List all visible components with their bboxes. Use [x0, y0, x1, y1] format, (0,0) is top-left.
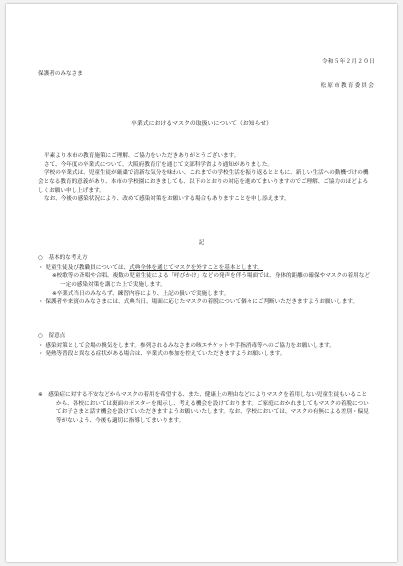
document-page	[6, 4, 397, 562]
document-title: 卒業式におけるマスクの取扱いについて（お知らせ）	[130, 121, 273, 127]
bullet-item: ・ 保護者や来賓のみなさまには、式典当日、場面に応じたマスクの着脱について個々にご判断いただきますようお願いします。	[38, 299, 359, 306]
ki-marker: 記	[198, 240, 205, 246]
issuer: 松原市教育委員会	[320, 83, 375, 89]
recipient: 保護者のみなさま	[38, 71, 83, 77]
document-date: 令和５年２月２０日	[321, 59, 375, 65]
sub-note: ※卒業式当日のみならず、練習内容により、上記の扱いで実施します。	[52, 290, 230, 297]
section-notes	[38, 332, 371, 359]
bullet-item: ・ 感染対策として会場の換気をします。参列されるみなさまの咳エチケットや手指消毒等へのご協力をお願いします。	[38, 342, 335, 349]
paragraph-1: 平素より本市の教育施策にご理解、ご協力をいただきありがとうございます。	[44, 153, 240, 159]
paragraph-3: 学校の卒業式は、児童生徒が厳粛で清新な気分を味わい、これまでの学校生活を振り返るとともに、新しい生活への動機づけの機会となる教育的意義があり、本市の学校園におきましても、以下のとおりの対応を進めてまいりますのでご理解、ご協力のほどよろしくお願い申し上げます。	[38, 170, 369, 194]
section-heading: ○ 留意点	[38, 333, 66, 339]
underlined-text: 式典全体を通じてマスクを外すことを基本とします。	[129, 264, 263, 271]
bullet-item: ・ 発熱等普段と異なる症状がある場合は、卒業式の参加を控えていただきますようお願いします。	[38, 351, 286, 358]
section-basic-policy	[38, 254, 371, 307]
paragraph-4: なお、今後の感染状況により、改めて感染対策をお願いする場合もありますことを申し添えます。	[44, 196, 290, 203]
paragraph-2: さて、今年度の卒業式について、大阪府教育庁を通じて文部科学省より通知がありました。	[44, 161, 274, 168]
bullet-text: ・ 児童生徒及び教職員については、	[38, 264, 130, 271]
footnote: ※ 感染症に対する不安などからマスクの着用を希望する、また、健康上の理由などによりマスクを着用しない児童生徒もいることから、各校においては裏面のポスターを掲示し、考える機会を設けております。ご家庭におかれましてもマスクの着脱についてお子さまと話す機会を設けていただきますようお願いいたします。なお、学校においては、マスクの有無による差別・偏見等がないよう、今後も適切に指導してまいります。	[38, 392, 369, 424]
bullet-item	[38, 264, 371, 273]
intro-body	[38, 152, 371, 204]
sub-note: ※校歌等の斉唱や合唱、複数の児童生徒による「呼びかけ」などの発声を伴う場面では、身体的距離の確保やマスクの着用など一定の感染対策を講じた上で実施します。	[52, 273, 370, 288]
section-heading: ○ 基本的な考え方	[38, 255, 88, 261]
